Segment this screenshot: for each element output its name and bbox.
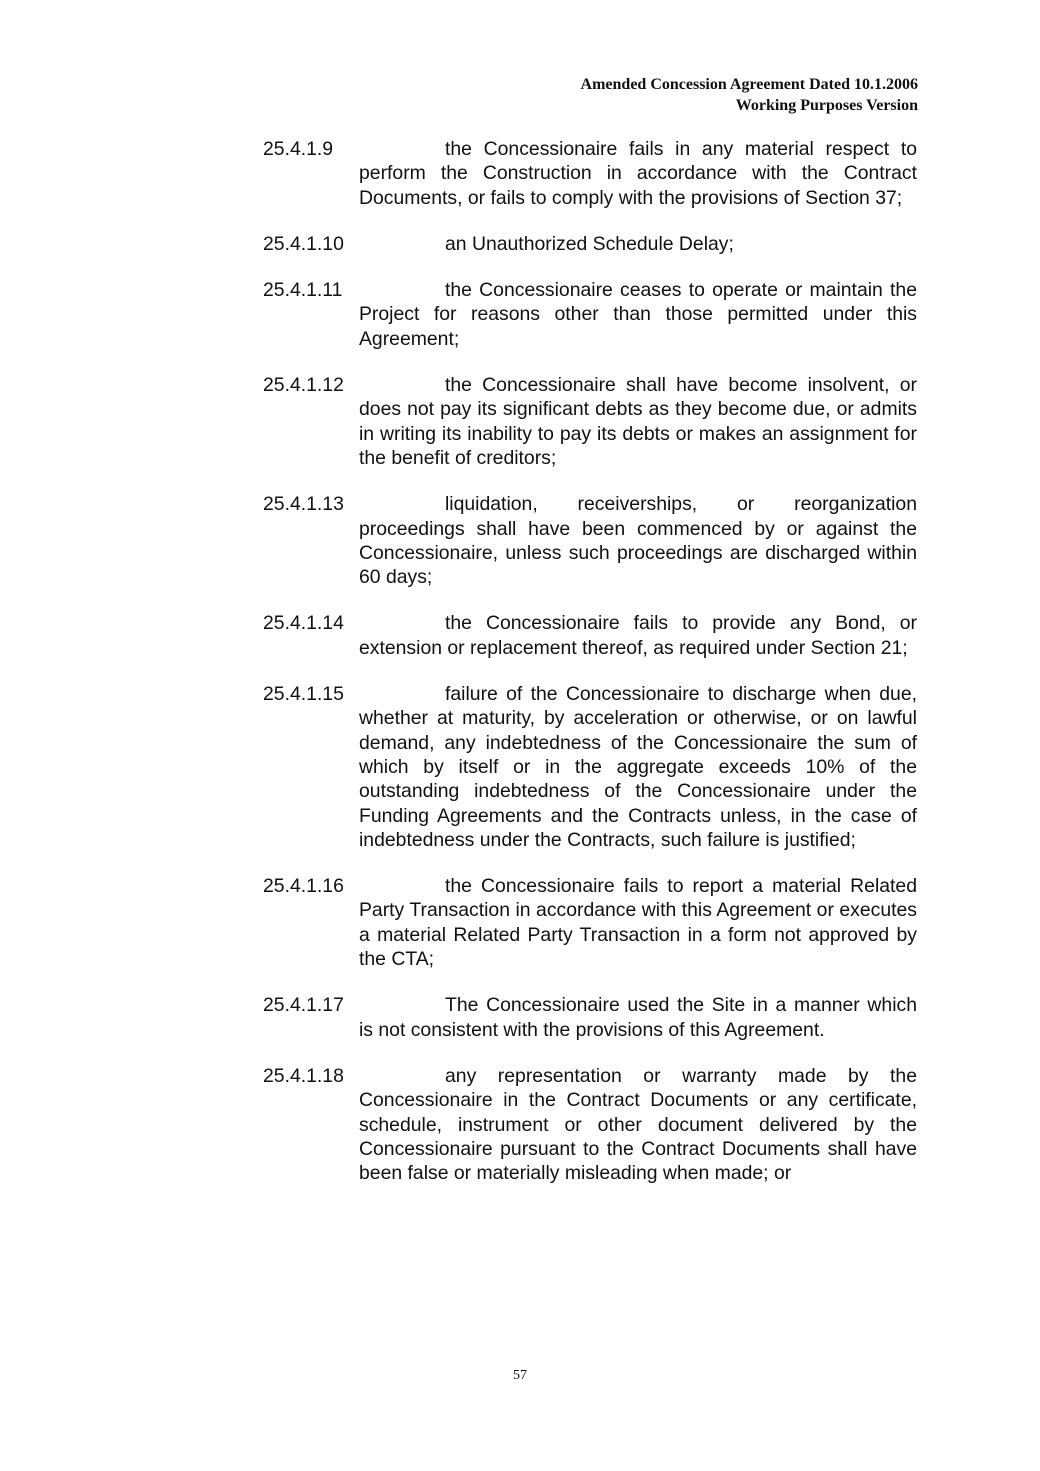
clause-text: failure of the Concessionaire to discharge when due, whether at maturity, by acceleration or otherwise, or on lawful demand, any indebtedness of the Concessionaire the sum of which by itself or in the aggregate exceeds 10% of the outstanding indebtedness of the Concessionaire under the Funding Agreements and the Contracts unless, in the case of indebtedness under the Contracts, such failure is justified; [359, 683, 917, 851]
clause-number: 25.4.1.16 [263, 875, 344, 898]
clause-item [263, 682, 917, 852]
document-header [581, 74, 918, 116]
clause-number: 25.4.1.15 [263, 683, 344, 706]
clause-item [263, 492, 917, 589]
header-version: Working Purposes Version [735, 97, 918, 114]
clause-item [263, 611, 917, 660]
clause-item [263, 874, 917, 971]
clause-item [263, 232, 917, 256]
header-title: Amended Concession Agreement Dated 10.1.2006 [580, 76, 918, 93]
clause-number: 25.4.1.11 [263, 279, 343, 302]
clause-item [263, 1064, 917, 1185]
clause-item [263, 137, 917, 210]
clause-item [263, 373, 917, 470]
clause-text: liquidation, receiverships, or reorganization proceedings shall have been commenced by or against the Concessionaire, unless such proceedings are discharged within 60 days; [359, 493, 917, 589]
clause-text: the Concessionaire fails to report a material Related Party Transaction in accordance with this Agreement or executes a material Related Party Transaction in a form not approved by the CTA; [359, 875, 917, 971]
clause-text: the Concessionaire shall have become insolvent, or does not pay its significant debts as they become due, or admits in writing its inability to pay its debts or makes an assignment for the benefit of creditors; [359, 374, 917, 469]
clause-text: an Unauthorized Schedule Delay; [445, 232, 734, 255]
clause-number: 25.4.1.10 [263, 232, 344, 255]
clause-item [263, 993, 917, 1042]
clause-number: 25.4.1.9 [263, 138, 334, 160]
clause-text: The Concessionaire used the Site in a manner which is not consistent with the provisions of this Agreement. [359, 994, 917, 1041]
clause-item [263, 278, 917, 351]
clause-number: 25.4.1.18 [263, 1064, 344, 1087]
clause-number: 25.4.1.17 [263, 994, 344, 1017]
page-number: 57 [513, 1368, 527, 1383]
clause-text: any representation or warranty made by the Concessionaire in the Contract Documents or any certificate, schedule, instrument or other document delivered by the Concessionaire pursuant to the Contract Documents shall have been false or materially misleading when made; or [359, 1064, 917, 1185]
clause-text: the Concessionaire fails to provide any Bond, or extension or replacement thereof, as required under Section 21; [359, 612, 917, 659]
clause-text: the Concessionaire ceases to operate or maintain the Project for reasons other than those permitted under this Agreement; [359, 279, 917, 350]
clause-list [263, 137, 917, 1207]
clause-number: 25.4.1.13 [263, 493, 344, 516]
clause-number: 25.4.1.14 [263, 612, 344, 635]
clause-number: 25.4.1.12 [263, 374, 344, 397]
clause-text: the Concessionaire fails in any material respect to perform the Construction in accordance with the Contract Documents, or fails to comply with the provisions of Section 37; [359, 138, 917, 209]
